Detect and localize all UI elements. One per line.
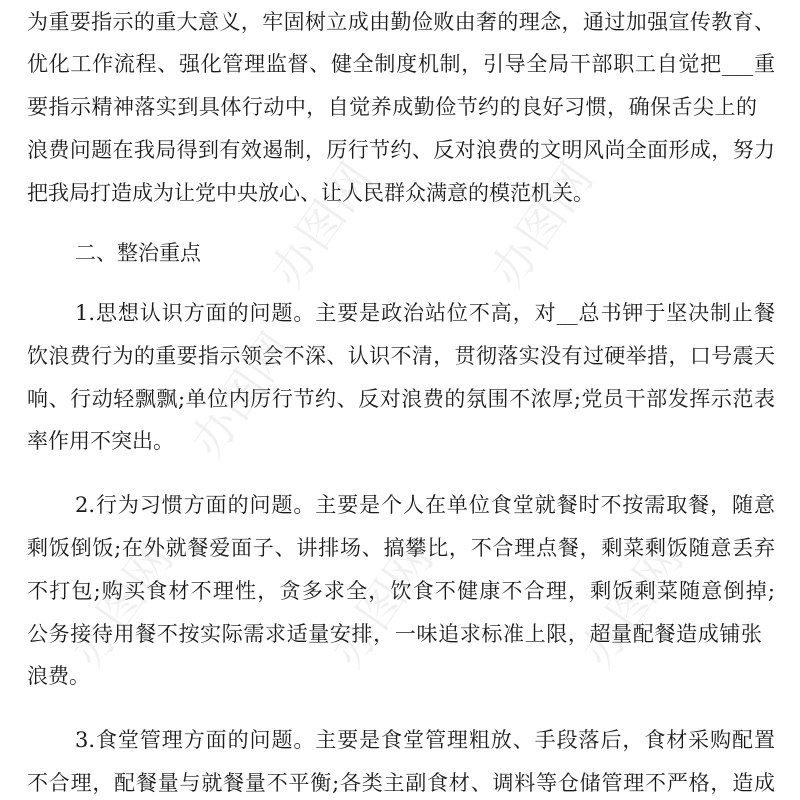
section-heading: 二、整治重点 bbox=[75, 241, 201, 265]
watermark: 办图网 bbox=[479, 152, 604, 297]
watermark: 办图网 bbox=[59, 532, 184, 677]
text-line: 响、行动轻飘飘;单位内厉行节约、反对浪费的氛围不浓厚;党员干部发挥示范表 bbox=[27, 387, 775, 411]
text-line: 不打包;购买食材不理性，贪多求全，饮食不健康不合理，剩饭剩菜随意倒掉; bbox=[27, 579, 775, 603]
text-line: 率作用不突出。 bbox=[27, 429, 174, 453]
text-line: 公务接待用餐不按实际需求适量安排，一味追求标准上限，超量配餐造成铺张 bbox=[27, 622, 762, 646]
text-line: 饮浪费行为的重要指示领会不深、认识不清，贯彻落实没有过硬举措，口号震天 bbox=[27, 344, 775, 368]
text-line: 不合理，配餐量与就餐量不平衡;各类主副食材、调料等仓储管理不严格，造成 bbox=[27, 771, 775, 795]
text-line: 2.行为习惯方面的问题。主要是个人在单位食堂就餐时不按需取餐，随意 bbox=[75, 493, 775, 517]
watermark: 办图网 bbox=[319, 532, 444, 677]
watermark: 办图网 bbox=[259, 152, 384, 297]
text-line: 优化工作流程、强化管理监督、健全制度机制，引导全局干部职工自觉把___重 bbox=[27, 52, 775, 76]
watermark: 办图网 bbox=[569, 532, 694, 677]
text-line: 浪费问题在我局得到有效遏制，厉行节约、反对浪费的文明风尚全面形成，努力 bbox=[27, 138, 775, 162]
watermark: 办图网 bbox=[179, 322, 304, 467]
text-line: 浪费。 bbox=[27, 664, 90, 688]
text-line: 要指示精神落实到具体行动中，自觉养成勤俭节约的良好习惯，确保舌尖上的 bbox=[27, 95, 757, 119]
text-line: 剩饭倒饭;在外就餐爱面子、讲排场、搞攀比，不合理点餐，剩菜剩饭随意丢弃 bbox=[27, 536, 775, 560]
text-line: 3.食堂管理方面的问题。主要是食堂管理粗放、手段落后，食材采购配置 bbox=[75, 728, 775, 752]
text-line: 把我局打造成为让党中央放心、让人民群众满意的模范机关。 bbox=[27, 181, 594, 205]
text-line: 为重要指示的重大意义，牢固树立成由勤俭败由奢的理念，通过加强宣传教育、 bbox=[27, 10, 775, 34]
text-line: 1.思想认识方面的问题。主要是政治站位不高，对__总书钾于坚决制止餐 bbox=[75, 301, 775, 325]
